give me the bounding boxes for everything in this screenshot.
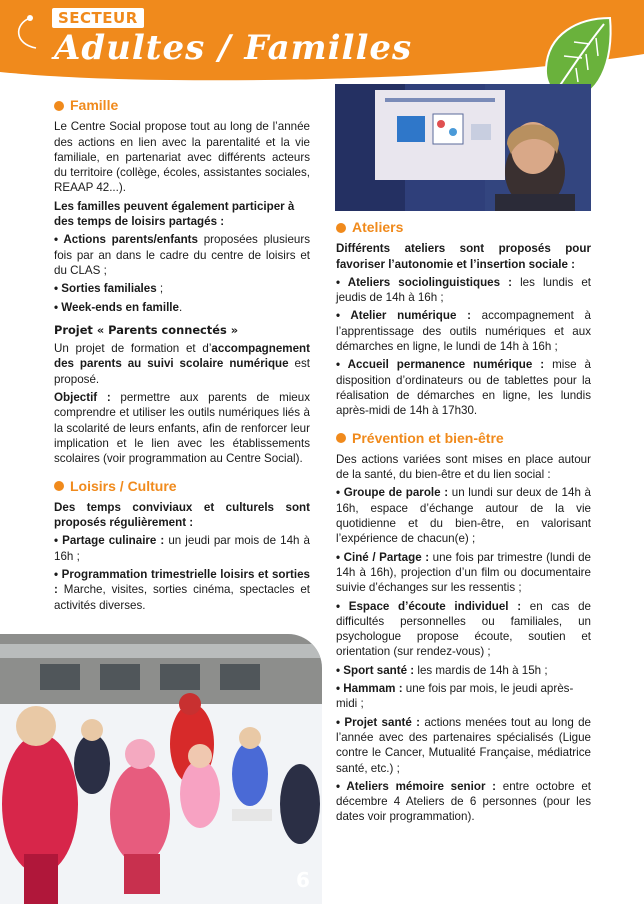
list-item: • Espace d’écoute individuel : en cas de difficultés personnelles ou familiales, un psychologue propose écoute, soutien et orientation (sur rendez-vous) ; bbox=[336, 599, 591, 659]
left-column bbox=[54, 98, 310, 616]
list-item: • Partage culinaire : un jeudi par mois de 14h à 16h ; bbox=[54, 534, 310, 563]
projet-description: Un projet de formation et d’accompagnement des parents au suivi scolaire numérique est proposé. bbox=[54, 342, 310, 386]
famille-intro: Le Centre Social propose tout au long de l’année des actions en lien avec la parentalité et la vie familiale, en partenariat avec différents acteurs du territoire (collège, écoles, assistantes sociales, REAAP 42...). bbox=[54, 120, 310, 195]
projet-objectif: Objectif : permettre aux parents de mieux comprendre et utiliser les outils numériques liés à la scolarité de leurs enfants, afin de renforcer leur implication et le lien avec les établissements scolaires (voir programmation au Centre Social). bbox=[54, 391, 310, 466]
list-item: • Ateliers mémoire senior : entre octobre et décembre 4 Ateliers de 6 personnes (pour les dates voir programmation). bbox=[336, 779, 591, 824]
list-item: • Ciné / Partage : une fois par trimestre (lundi de 14h à 16h), projection d’un film ou documentaire suivie d’échanges sur les ressentis ; bbox=[336, 550, 592, 595]
photo-workshop bbox=[335, 84, 591, 211]
photo-ski-outing bbox=[0, 634, 322, 904]
loisirs-heading: Des temps conviviaux et culturels sont proposés régulièrement : bbox=[54, 500, 310, 530]
bullet-dot-icon bbox=[54, 101, 64, 111]
list-item: • Projet santé : actions menées tout au long de l’année avec des partenaires spécialisés (Ligue contre le Cancer, Mutualité Française, médiatrice santé, etc.) ; bbox=[336, 715, 591, 775]
section-badge: SECTEUR bbox=[52, 8, 144, 28]
prevention-intro: Des actions variées sont mises en place autour de la santé, du bien-être et du lien social : bbox=[336, 452, 591, 482]
list-item: • Groupe de parole : un lundi sur deux de 14h à 16h, espace d’échange autour de la vie quotidienne et du bien-être, en valorisant l’expérience de chacun(e) ; bbox=[336, 486, 591, 546]
list-item: • Hammam : une fois par mois, le jeudi après-midi ; bbox=[336, 682, 574, 711]
section-title-famille: Famille bbox=[54, 98, 310, 113]
page-header bbox=[0, 0, 644, 92]
section-title-loisirs: Loisirs / Culture bbox=[54, 479, 310, 494]
ateliers-heading: Différents ateliers sont proposés pour favoriser l’autonomie et l’insertion sociale : bbox=[336, 242, 591, 271]
section-title-ateliers: Ateliers bbox=[336, 220, 591, 235]
page-number: 6 bbox=[296, 868, 310, 892]
bullet-dot-icon bbox=[54, 481, 64, 491]
right-column bbox=[336, 220, 591, 828]
list-item: • Programmation trimestrielle loisirs et sorties : Marche, visites, sorties cinéma, spectacles et activités diverses. bbox=[54, 568, 310, 612]
bullet-dot-icon bbox=[336, 223, 346, 233]
page-title: Adultes / Familles bbox=[54, 28, 413, 68]
list-item: • Week-ends en famille. bbox=[54, 300, 183, 314]
list-item: • Accueil permanence numérique : mise à disposition d’ordinateurs ou de tablettes pour la réalisation de démarches en ligne, les lundis après-midi de 14h à 17h30. bbox=[336, 358, 592, 418]
bullet-dot-icon bbox=[336, 433, 346, 443]
famille-temps-heading: Les familles peuvent également participer à des temps de loisirs partagés : bbox=[54, 199, 295, 229]
section-title-prevention: Prévention et bien-être bbox=[336, 431, 591, 446]
list-item: • Sorties familiales ; bbox=[54, 282, 164, 296]
list-item: • Actions parents/enfants proposées plusieurs fois par an dans le cadre du centre de loisirs et du CLAS ; bbox=[54, 233, 310, 277]
list-item: • Sport santé : les mardis de 14h à 15h ; bbox=[336, 663, 548, 677]
projet-title: Projet « Parents connectés » bbox=[54, 322, 239, 337]
list-item: • Ateliers sociolinguistiques : les lundis et jeudis de 14h à 16h ; bbox=[336, 275, 591, 305]
list-item: • Atelier numérique : accompagnement à l’apprentissage des outils numériques et aux démarches en ligne, le lundi de 14h à 16h ; bbox=[336, 309, 591, 354]
